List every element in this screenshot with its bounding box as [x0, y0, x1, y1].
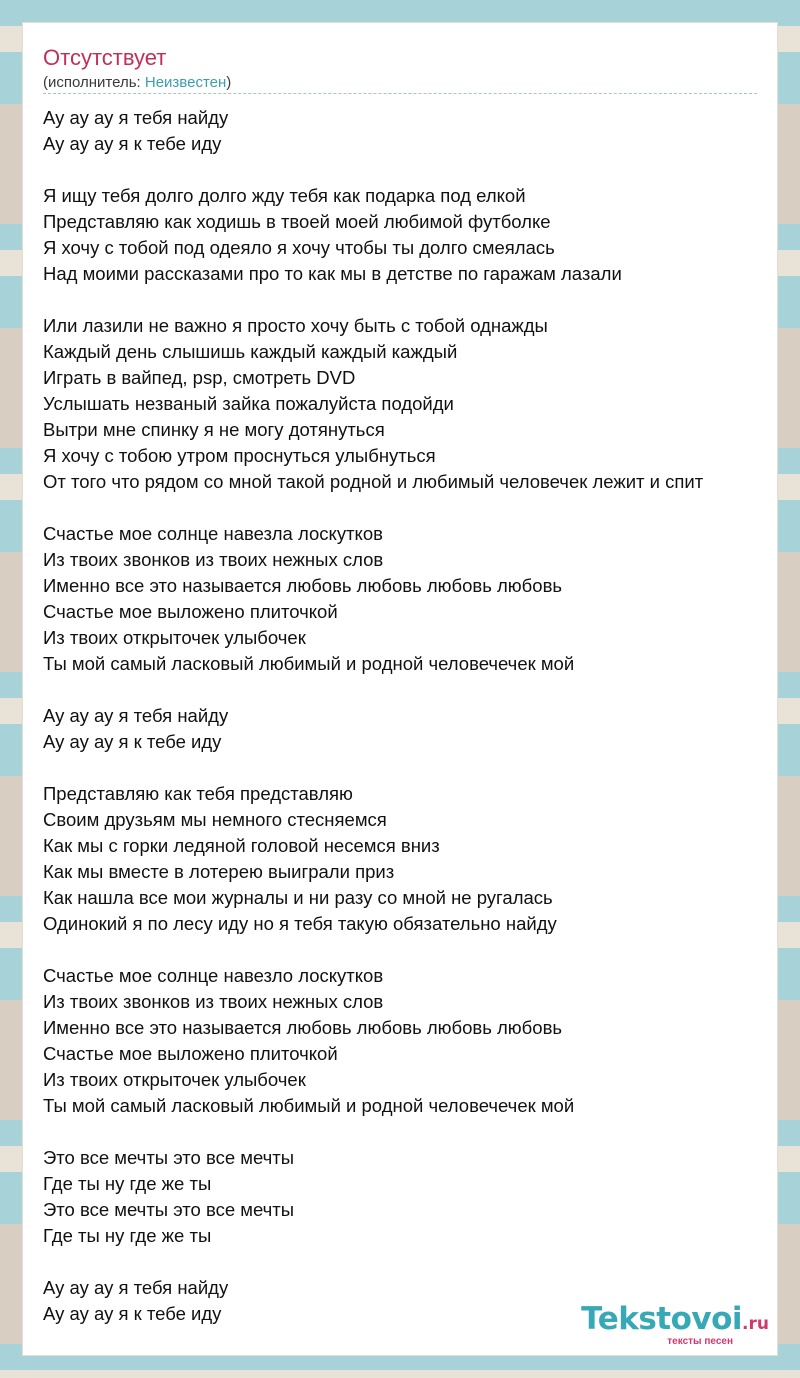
lyric-line: Ау ау ау я к тебе иду: [43, 133, 222, 154]
lyric-line: Из твоих открыточек улыбочек: [43, 1069, 306, 1090]
stanza-gap: [43, 1119, 773, 1145]
lyric-line: Или лазили не важно я просто хочу быть с тобой однажды: [43, 315, 548, 336]
stanza-gap: [43, 937, 773, 963]
lyric-line: Играть в вайпед, psp, смотреть DVD: [43, 367, 356, 388]
stanza-gap: [43, 287, 773, 313]
lyric-line: Счастье мое выложено плиточкой: [43, 601, 338, 622]
site-logo[interactable]: [581, 1303, 769, 1347]
lyric-line: Как нашла все мои журналы и ни разу со мной не ругалась: [43, 887, 553, 908]
lyric-line: Как мы вместе в лотерею выиграли приз: [43, 861, 395, 882]
lyric-line: Я хочу с тобой под одеяло я хочу чтобы ты долго смеялась: [43, 237, 555, 258]
lyric-line: Я хочу с тобою утром проснуться улыбнуться: [43, 445, 436, 466]
lyrics-text: [43, 105, 773, 1327]
logo-wordmark: [581, 1303, 769, 1340]
lyric-line: Счастье мое выложено плиточкой: [43, 1043, 338, 1064]
artist-prefix: (исполнитель:: [43, 74, 145, 91]
lyric-line: Где ты ну где же ты: [43, 1173, 212, 1194]
lyric-line: Ау ау ау я к тебе иду: [43, 731, 222, 752]
artist-line: [43, 73, 231, 93]
lyric-line: Над моими рассказами про то как мы в детстве по гаражам лазали: [43, 263, 622, 284]
logo-domain: .ru: [742, 1314, 769, 1334]
stanza-gap: [43, 495, 773, 521]
lyric-line: Я ищу тебя долго долго жду тебя как подарка под елкой: [43, 185, 526, 206]
logo-tagline: тексты песен: [667, 1336, 733, 1347]
stanza-gap: [43, 157, 773, 183]
lyric-line: Вытри мне спинку я не могу дотянуться: [43, 419, 385, 440]
lyric-line: Именно все это называется любовь любовь любовь любовь: [43, 575, 563, 596]
lyric-line: Это все мечты это все мечты: [43, 1147, 295, 1168]
lyric-line: Ты мой самый ласковый любимый и родной человечечек мой: [43, 653, 575, 674]
lyric-line: Своим друзьям мы немного стесняемся: [43, 809, 387, 830]
lyric-line: Счастье мое солнце навезло лоскутков: [43, 965, 384, 986]
lyric-line: Ты мой самый ласковый любимый и родной человечечек мой: [43, 1095, 575, 1116]
lyric-line: Представляю как ходишь в твоей моей любимой футболке: [43, 211, 551, 232]
lyric-line: Где ты ну где же ты: [43, 1225, 212, 1246]
lyric-line: Счастье мое солнце навезла лоскутков: [43, 523, 383, 544]
lyric-line: Из твоих открыточек улыбочек: [43, 627, 306, 648]
lyric-line: Одинокий я по лесу иду но я тебя такую обязательно найду: [43, 913, 557, 934]
lyric-line: Ау ау ау я тебя найду: [43, 1277, 229, 1298]
lyric-line: Ау ау ау я тебя найду: [43, 705, 229, 726]
artist-suffix: ): [226, 74, 232, 91]
lyric-line: Ау ау ау я к тебе иду: [43, 1303, 222, 1324]
lyric-line: От того что рядом со мной такой родной и любимый человечек лежит и спит: [43, 471, 704, 492]
lyric-line: Из твоих звонков из твоих нежных слов: [43, 991, 384, 1012]
logo-main-text: Tekstovoi: [581, 1301, 743, 1337]
lyric-line: Как мы с горки ледяной головой несемся вниз: [43, 835, 440, 856]
lyric-line: Именно все это называется любовь любовь любовь любовь: [43, 1017, 563, 1038]
stanza-gap: [43, 677, 773, 703]
stanza-gap: [43, 1249, 773, 1275]
lyric-line: Каждый день слышишь каждый каждый каждый: [43, 341, 458, 362]
title-divider: [43, 93, 757, 94]
lyric-line: Представляю как тебя представляю: [43, 783, 353, 804]
lyric-line: Услышать незваный зайка пожалуйста подойди: [43, 393, 454, 414]
lyric-line: Ау ау ау я тебя найду: [43, 107, 229, 128]
lyric-line: Это все мечты это все мечты: [43, 1199, 295, 1220]
song-title: Отсутствует: [43, 45, 167, 70]
stanza-gap: [43, 755, 773, 781]
lyrics-card: [22, 22, 778, 1356]
artist-link[interactable]: Неизвестен: [144, 74, 227, 91]
lyric-line: Из твоих звонков из твоих нежных слов: [43, 549, 384, 570]
